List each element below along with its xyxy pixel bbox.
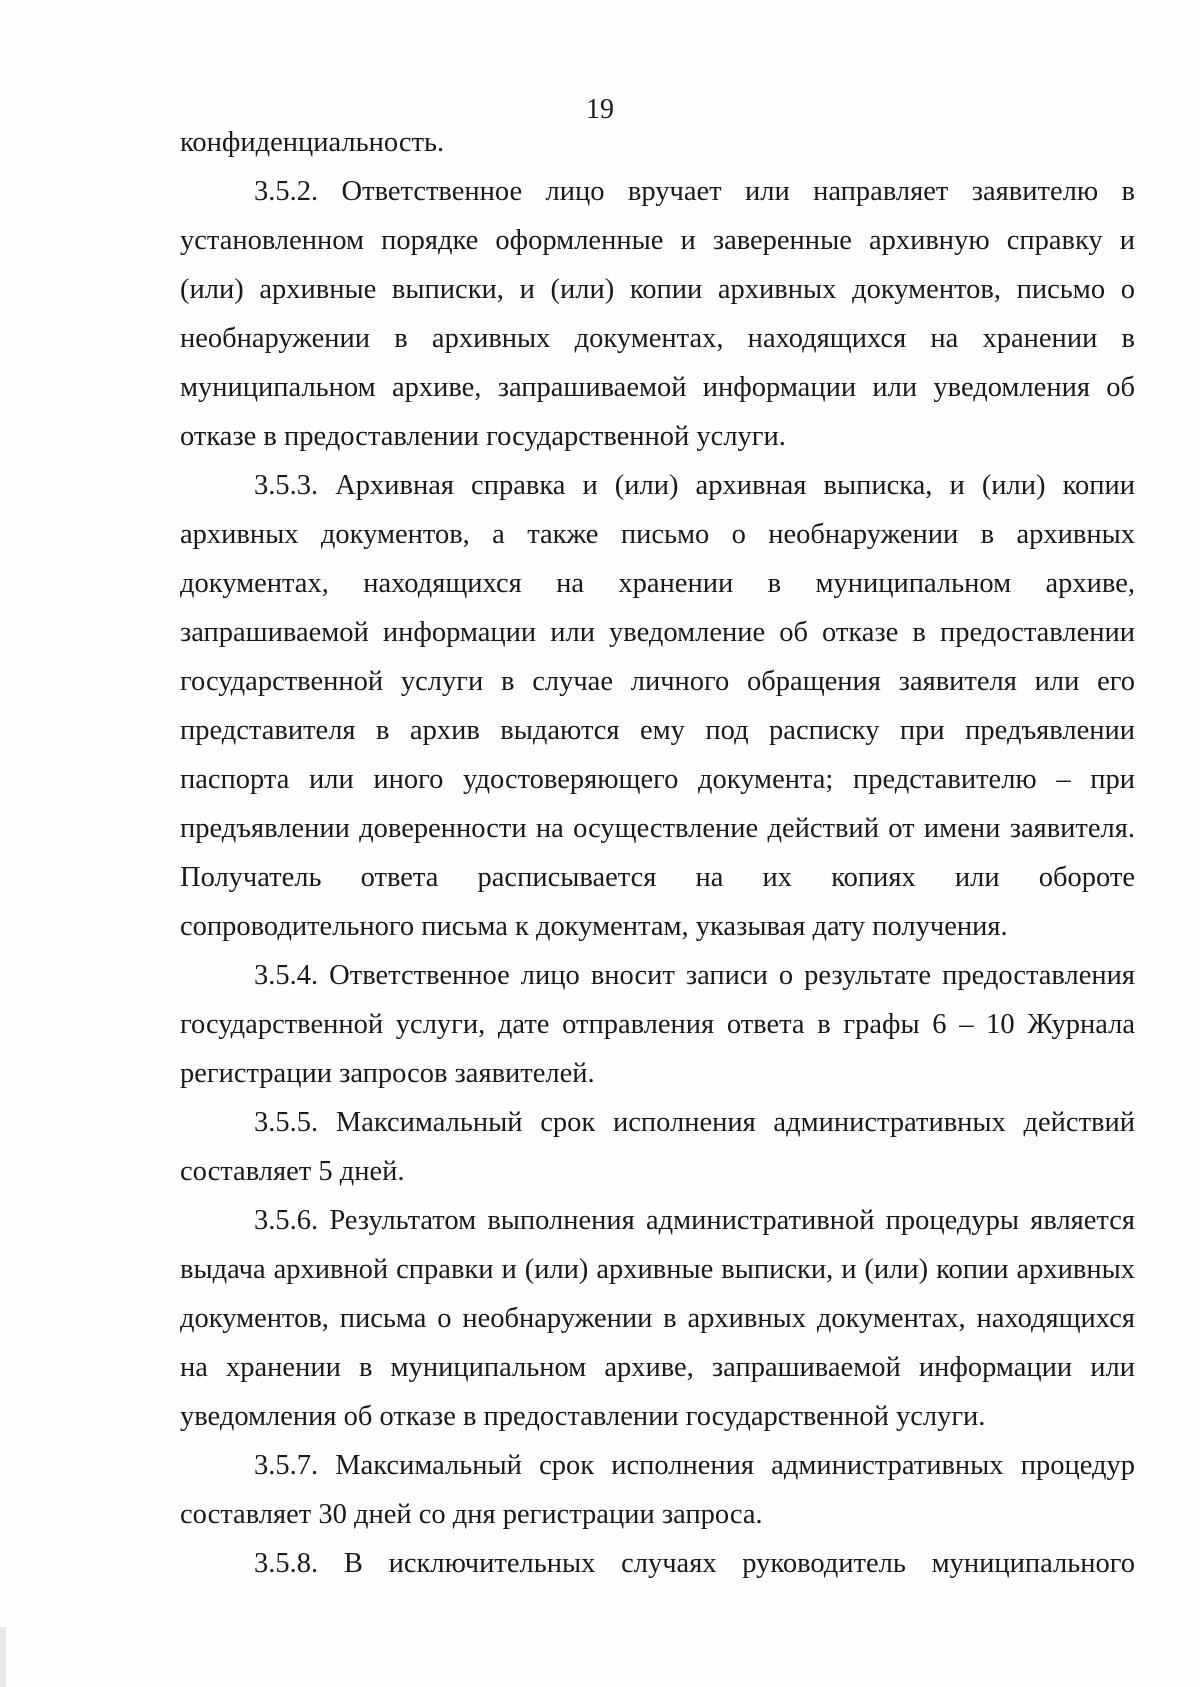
paragraph-3-5-5: 3.5.5. Максимальный срок исполнения административных действий составляет 5 дней.: [180, 1107, 1135, 1187]
scan-edge-mark: [0, 1627, 6, 1687]
page-number: 19: [586, 94, 614, 125]
document-body: [180, 118, 1135, 1588]
paragraph-3-5-6: 3.5.6. Результатом выполнения административной процедуры является выдача архивной справки и (или) архивные выписки, и (или) копии архивных документов, письма о необнаружении в архивных документах, находящихся на хранении в муниципальном архиве, запрашиваемой информации или уведомления об отказе в предоставлении государственной услуги.: [180, 1205, 1135, 1432]
paragraph-3-5-8: 3.5.8. В исключительных случаях руководитель муниципального: [254, 1548, 1135, 1579]
paragraph-continuation: конфиденциальность.: [180, 127, 445, 158]
paragraph-3-5-4: 3.5.4. Ответственное лицо вносит записи о результате предоставления государственной услуги, дате отправления ответа в графы 6 – 10 Журнала регистрации запросов заявителей.: [180, 960, 1135, 1089]
paragraph-3-5-2: 3.5.2. Ответственное лицо вручает или направляет заявителю в установленном порядке оформленные и заверенные архивную справку и (или) архивные выписки, и (или) копии архивных документов, письмо о необнаружении в архивных документах, находящихся на хранении в муниципальном архиве, запрашиваемой информации или уведомления об отказе в предоставлении государственной услуги.: [180, 176, 1135, 452]
paragraph-3-5-3: 3.5.3. Архивная справка и (или) архивная выписка, и (или) копии архивных документов, а также письмо о необнаружении в архивных документах, находящихся на хранении в муниципальном архиве, запрашиваемой информации или уведомление об отказе в предоставлении государственной услуги в случае личного обращения заявителя или его представителя в архив выдаются ему под расписку при предъявлении паспорта или иного удостоверяющего документа; представителю – при предъявлении доверенности на осуществление действий от имени заявителя. Получатель ответа расписывается на их копиях или обороте сопроводительного письма к документам, указывая дату получения.: [180, 470, 1135, 942]
paragraph-3-5-7: 3.5.7. Максимальный срок исполнения административных процедур составляет 30 дней со дня регистрации запроса.: [180, 1450, 1135, 1530]
